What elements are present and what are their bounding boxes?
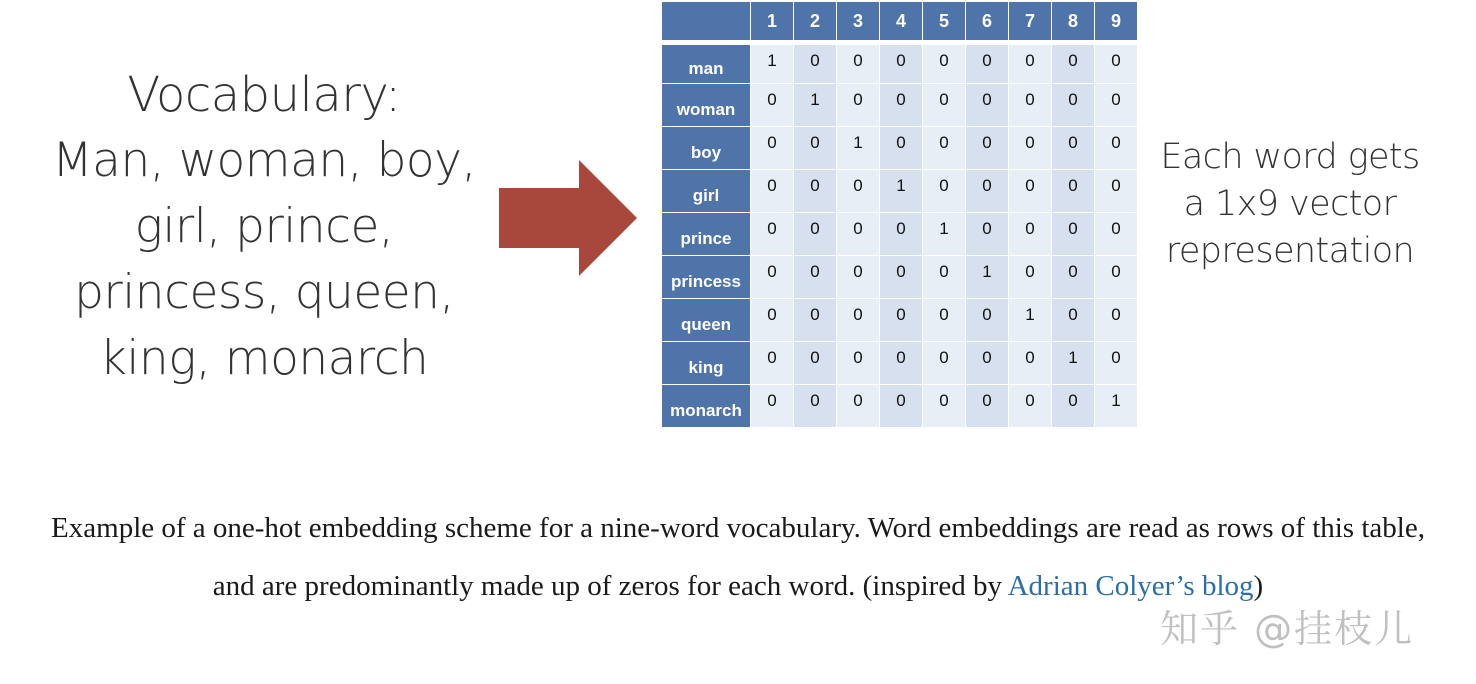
table-cell: 0 — [794, 299, 836, 341]
row-label: woman — [662, 84, 750, 126]
table-cell: 0 — [880, 45, 922, 83]
table-cell: 0 — [1095, 170, 1137, 212]
table-cell: 0 — [794, 213, 836, 255]
table-cell: 0 — [1009, 256, 1051, 298]
table-cell: 0 — [923, 299, 965, 341]
table-cell: 0 — [966, 213, 1008, 255]
table-cell: 0 — [794, 256, 836, 298]
column-header: 4 — [880, 2, 922, 40]
table-cell: 0 — [837, 299, 879, 341]
vocabulary-line: girl, prince, — [134, 199, 394, 254]
side-note-line: Each word gets — [1160, 137, 1420, 177]
table-cell: 0 — [880, 342, 922, 384]
table-cell: 0 — [1052, 127, 1094, 169]
column-header: 7 — [1009, 2, 1051, 40]
table-cell: 1 — [751, 45, 793, 83]
row-label: princess — [662, 256, 750, 298]
column-header: 1 — [751, 2, 793, 40]
column-header: 9 — [1095, 2, 1137, 40]
table-cell: 0 — [923, 342, 965, 384]
table-cell: 0 — [837, 45, 879, 83]
side-note-line: representation — [1165, 231, 1415, 271]
row-label: boy — [662, 127, 750, 169]
table-cell: 0 — [794, 342, 836, 384]
zhihu-watermark: 知乎 @挂枝儿 — [1160, 607, 1415, 651]
table-cell: 0 — [1095, 342, 1137, 384]
table-cell: 0 — [1009, 45, 1051, 83]
column-header: 6 — [966, 2, 1008, 40]
table-cell: 0 — [837, 256, 879, 298]
column-header: 3 — [837, 2, 879, 40]
table-cell: 0 — [837, 385, 879, 427]
table-cell: 1 — [794, 84, 836, 126]
row-label: girl — [662, 170, 750, 212]
table-cell: 0 — [923, 385, 965, 427]
row-label: queen — [662, 299, 750, 341]
vocabulary-block — [30, 62, 498, 392]
row-label: man — [662, 45, 750, 83]
column-header: 8 — [1052, 2, 1094, 40]
right-arrow-icon — [499, 160, 639, 276]
table-cell: 0 — [751, 170, 793, 212]
colyer-blog-link[interactable]: Adrian Colyer’s blog — [1007, 570, 1254, 602]
table-cell: 0 — [880, 256, 922, 298]
table-cell: 0 — [966, 385, 1008, 427]
side-note — [1150, 134, 1430, 275]
table-cell: 0 — [966, 342, 1008, 384]
table-cell: 0 — [1095, 256, 1137, 298]
table-cell: 0 — [1009, 385, 1051, 427]
table-cell: 1 — [837, 127, 879, 169]
table-cell: 0 — [794, 385, 836, 427]
table-cell: 0 — [1095, 299, 1137, 341]
table-cell: 0 — [751, 127, 793, 169]
table-cell: 0 — [1009, 213, 1051, 255]
vocabulary-title: Vocabulary: — [127, 67, 401, 123]
table-cell: 0 — [923, 170, 965, 212]
table-cell: 0 — [1052, 256, 1094, 298]
table-cell: 0 — [837, 342, 879, 384]
table-cell: 0 — [966, 45, 1008, 83]
table-cell: 0 — [837, 213, 879, 255]
table-cell: 0 — [880, 127, 922, 169]
table-cell: 1 — [1009, 299, 1051, 341]
table-cell: 0 — [966, 299, 1008, 341]
table-cell: 0 — [751, 213, 793, 255]
caption-text: Example of a one-hot embedding scheme for a nine-word vocabulary. Word embeddings are read as rows of this table, and are predominantly made up of zeros for each word. (inspired by — [51, 512, 1425, 602]
table-cell: 0 — [794, 127, 836, 169]
one-hot-table — [662, 2, 1137, 427]
table-cell: 0 — [966, 84, 1008, 126]
table-cell: 0 — [1009, 170, 1051, 212]
table-cell: 1 — [1052, 342, 1094, 384]
table-cell: 0 — [923, 127, 965, 169]
vocabulary-line: king, monarch — [99, 331, 429, 386]
table-cell: 0 — [751, 342, 793, 384]
table-cell: 0 — [1052, 84, 1094, 126]
table-cell: 0 — [794, 170, 836, 212]
table-cell: 0 — [880, 385, 922, 427]
row-label: monarch — [662, 385, 750, 427]
table-cell: 0 — [966, 127, 1008, 169]
table-cell: 1 — [1095, 385, 1137, 427]
table-cell: 0 — [1009, 84, 1051, 126]
table-cell: 0 — [880, 84, 922, 126]
table-cell: 0 — [923, 256, 965, 298]
table-cell: 0 — [1052, 213, 1094, 255]
side-note-line: a 1x9 vector — [1183, 184, 1397, 224]
table-cell: 0 — [1009, 342, 1051, 384]
table-cell: 0 — [794, 45, 836, 83]
table-cell: 0 — [1095, 213, 1137, 255]
table-cell: 0 — [1009, 127, 1051, 169]
table-cell: 0 — [923, 84, 965, 126]
table-cell: 0 — [1095, 84, 1137, 126]
table-cell: 0 — [1052, 170, 1094, 212]
table-cell: 1 — [966, 256, 1008, 298]
table-cell: 0 — [751, 84, 793, 126]
table-cell: 0 — [837, 84, 879, 126]
table-cell: 0 — [1095, 127, 1137, 169]
caption-suffix: ) — [1253, 570, 1264, 602]
table-cell: 0 — [751, 256, 793, 298]
table-cell: 0 — [751, 385, 793, 427]
column-header: 2 — [794, 2, 836, 40]
table-cell: 0 — [880, 299, 922, 341]
vocabulary-line: princess, queen, — [74, 265, 454, 320]
vocabulary-line: Man, woman, boy, — [52, 133, 476, 188]
table-cell: 0 — [1052, 299, 1094, 341]
table-cell: 1 — [880, 170, 922, 212]
row-label: king — [662, 342, 750, 384]
table-cell: 0 — [1052, 45, 1094, 83]
table-cell: 0 — [923, 45, 965, 83]
table-cell: 0 — [837, 170, 879, 212]
table-cell: 0 — [1095, 45, 1137, 83]
table-cell: 1 — [923, 213, 965, 255]
table-cell: 0 — [1052, 385, 1094, 427]
table-corner-cell — [662, 2, 750, 40]
column-header: 5 — [923, 2, 965, 40]
table-cell: 0 — [880, 213, 922, 255]
row-label: prince — [662, 213, 750, 255]
table-cell: 0 — [966, 170, 1008, 212]
table-cell: 0 — [751, 299, 793, 341]
